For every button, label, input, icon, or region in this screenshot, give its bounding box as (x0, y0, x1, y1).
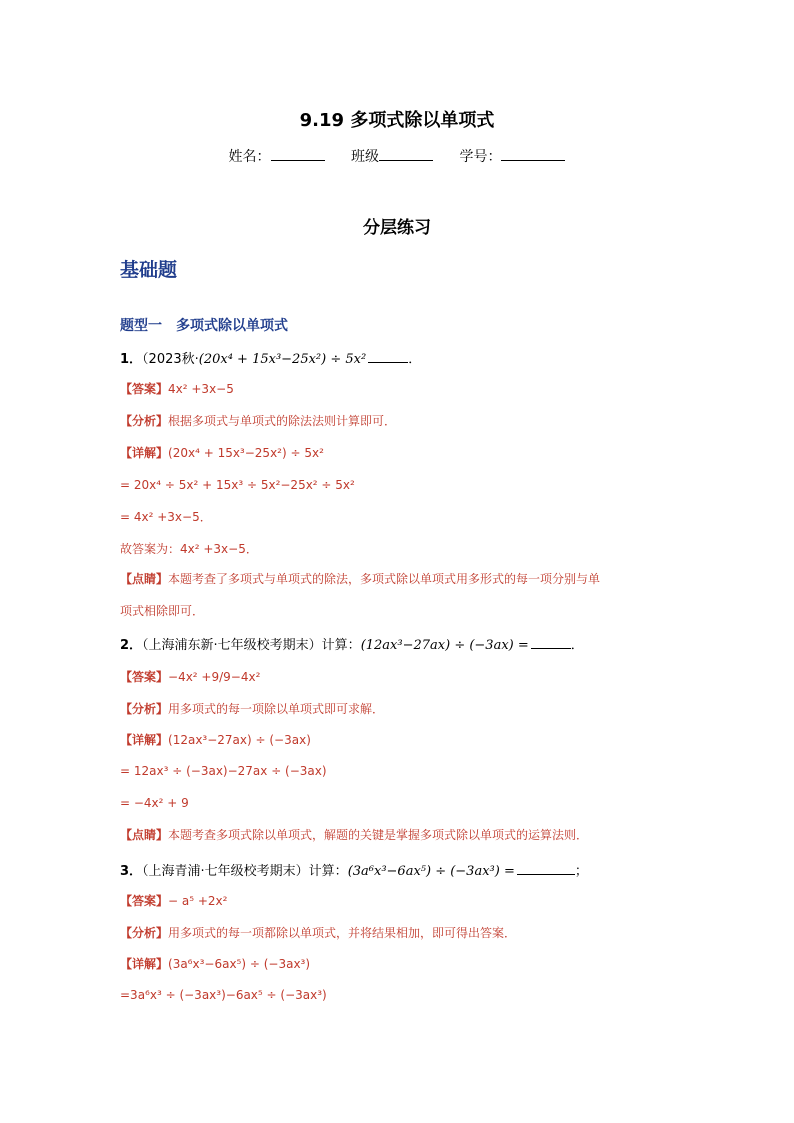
q1-conclusion: 故答案为：4x² +3x−5． (120, 542, 258, 556)
question-2: 2．（上海浦东新·七年级校考期末）计算：(12ax³−27ax) ÷ (−3ax) = ． (120, 638, 584, 653)
name-blank[interactable] (271, 146, 325, 161)
student-info-line (0, 146, 794, 166)
q1-comment-line-2: 项式相除即可． (120, 604, 205, 618)
answer-blank (531, 636, 571, 649)
q2-comment: 【点睛】本题考查多项式除以单项式，解题的关键是掌握多项式除以单项式的运算法则． (120, 828, 589, 842)
q2-detail-step-2: = 12ax³ ÷ (−3ax)−27ax ÷ (−3ax) (120, 764, 327, 778)
q1-detail: 【详解】(20x⁴ + 15x³−25x²) ÷ 5x² (120, 446, 324, 460)
q3-detail: 【详解】(3a⁶x³−6ax⁵) ÷ (−3ax³) (120, 957, 311, 971)
answer-blank (368, 350, 408, 363)
question-1-expression: (20x⁴ + 15x³−25x²) ÷ 5x² (198, 352, 367, 367)
question-2-expression: (12ax³−27ax) ÷ (−3ax) = (360, 638, 529, 653)
section-title: 分层练习 (363, 218, 431, 238)
class-label: 班级 (351, 149, 379, 165)
name-label: 姓名： (228, 149, 271, 165)
answer-blank (517, 862, 575, 875)
q1-detail-step-2: = 20x⁴ ÷ 5x² + 15x³ ÷ 5x²−25x² ÷ 5x² (120, 478, 355, 492)
q1-comment: 【点睛】本题考查了多项式与单项式的除法，多项式除以单项式用多形式的每一项分别与单 (120, 572, 601, 586)
q2-detail-step-3: = −4x² + 9 (120, 796, 189, 810)
id-label: 学号： (459, 149, 502, 165)
question-type-title: 题型一 多项式除以单项式 (120, 318, 288, 334)
question-1: 1．（2023秋·(20x⁴ + 15x³−25x²) ÷ 5x² ． (120, 352, 422, 367)
question-3: 3．（上海青浦·七年级校考期末）计算：(3a⁶x³−6ax⁵) ÷ (−3ax³) = ； (120, 864, 588, 879)
page-title: 9.19 多项式除以单项式 (299, 110, 495, 131)
q1-detail-step-3: = 4x² +3x−5． (120, 510, 212, 524)
id-blank[interactable] (501, 146, 565, 161)
q3-answer: 【答案】− a⁵ +2x² (120, 894, 228, 908)
q2-analysis: 【分析】用多项式的每一项除以单项式即可求解． (120, 702, 385, 716)
q1-answer: 【答案】4x² +3x−5 (120, 382, 234, 396)
question-3-expression: (3a⁶x³−6ax⁵) ÷ (−3ax³) = (347, 864, 515, 879)
q2-detail: 【详解】(12ax³−27ax) ÷ (−3ax) (120, 733, 311, 747)
class-blank[interactable] (379, 146, 433, 161)
q3-detail-step-2: =3a⁶x³ ÷ (−3ax³)−6ax⁵ ÷ (−3ax³) (120, 988, 327, 1002)
q1-analysis: 【分析】根据多项式与单项式的除法法则计算即可． (120, 414, 397, 428)
level-title: 基础题 (120, 259, 178, 281)
q3-analysis: 【分析】用多项式的每一项都除以单项式，并将结果相加，即可得出答案． (120, 926, 517, 940)
q2-answer: 【答案】−4x² +9/9−4x² (120, 670, 261, 684)
